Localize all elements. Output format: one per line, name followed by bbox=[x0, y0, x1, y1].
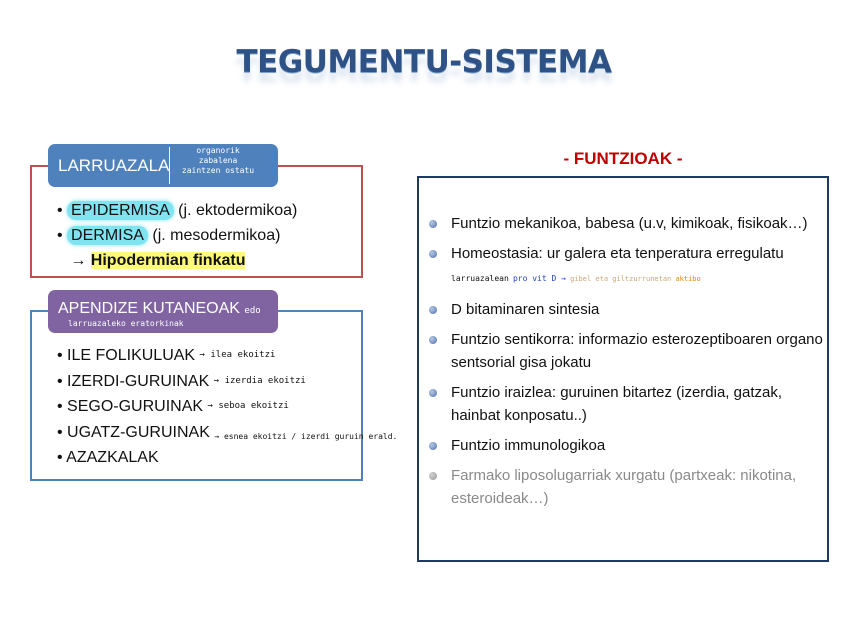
apendize-tab-label bbox=[58, 300, 261, 318]
term-detail: (j. ektodermikoa) bbox=[173, 202, 298, 219]
handwritten-note: → esnea ekoitzi / izerdi guruin erald. bbox=[214, 431, 398, 441]
bullet-icon bbox=[429, 442, 437, 450]
apendize-tab bbox=[48, 290, 278, 333]
bullet-icon bbox=[429, 336, 437, 344]
handwritten-note: → ilea ekoitzi bbox=[199, 350, 276, 360]
function-text: Funtzio sentikorra: informazio esterozeptiboaren organo sentsorial gisa jokatu bbox=[451, 331, 823, 371]
function-item bbox=[425, 434, 825, 457]
larruazala-tab bbox=[48, 144, 278, 187]
note-line: zabalena bbox=[198, 156, 238, 165]
list-sub-item bbox=[57, 248, 297, 273]
list-item: • ILE FOLIKULUAK → ilea ekoitzi bbox=[57, 347, 276, 364]
list-item: • DERMISA (j. mesodermikoa) bbox=[57, 227, 281, 244]
function-item bbox=[425, 212, 825, 235]
item-label: IZERDI-GURUINAK bbox=[67, 372, 210, 390]
function-item bbox=[425, 328, 825, 374]
tab-divider bbox=[169, 147, 170, 184]
function-item bbox=[425, 298, 825, 321]
list-item: • IZERDI-GURUINAK → izerdia ekoitzi bbox=[57, 372, 306, 390]
hipodermia-text: Hipodermian finkatu bbox=[90, 252, 246, 269]
handwritten-note: pro vit D → bbox=[512, 274, 566, 283]
bullet-icon bbox=[429, 220, 437, 228]
page-title: TEGUMENTU-SISTEMA bbox=[236, 44, 612, 80]
handwritten-note: edo bbox=[244, 306, 261, 316]
note-line: organorik bbox=[196, 146, 240, 155]
handwritten-note: → seboa ekoitzi bbox=[207, 401, 289, 411]
list-item: • SEGO-GURUINAK → seboa ekoitzi bbox=[57, 398, 289, 415]
apendize-list bbox=[57, 343, 397, 471]
handwritten-note: → izerdia ekoitzi bbox=[213, 375, 306, 386]
functions-list bbox=[425, 212, 825, 517]
bullet-icon bbox=[429, 250, 437, 258]
apendize-tab-title: APENDIZE KUTANEOAK bbox=[58, 300, 240, 317]
term-detail: (j. mesodermikoa) bbox=[147, 227, 281, 244]
bullet-icon bbox=[429, 472, 437, 480]
function-item bbox=[425, 464, 825, 510]
handwritten-note: gibel eta giltzurrunetan bbox=[570, 275, 672, 283]
function-text: Funtzio iraizlea: guruinen bitartez (izerdia, gatzak, hainbat konposatu..) bbox=[451, 384, 782, 424]
larruazala-tab-label: LARRUAZALA bbox=[58, 156, 170, 175]
handwritten-note: larruazaleko eratorkinak bbox=[68, 319, 184, 328]
list-item: • AZAZKALAK bbox=[57, 449, 159, 466]
function-text: Farmako liposolugarriak xurgatu (partxeak: nikotina, esteroideak…) bbox=[451, 467, 797, 507]
handwritten-note bbox=[174, 146, 262, 176]
function-text: Funtzio mekanikoa, babesa (u.v, kimikoak, fisikoak…) bbox=[451, 215, 808, 232]
function-text: Homeostasia: ur galera eta tenperatura erregulatu bbox=[451, 245, 784, 262]
note-line: zaintzen ostatu bbox=[181, 166, 255, 175]
functions-heading: - FUNTZIOAK - bbox=[563, 149, 683, 168]
list-item: • UGATZ-GURUINAK → esnea ekoitzi / izerdi guruin erald. bbox=[57, 423, 398, 441]
list-item: • EPIDERMISA (j. ektodermikoa) bbox=[57, 202, 298, 219]
function-text: Funtzio immunologikoa bbox=[451, 437, 606, 454]
term-dermisa: DERMISA bbox=[67, 226, 148, 245]
handwritten-note: larruazalean bbox=[451, 274, 509, 283]
handwritten-note: aktibo bbox=[675, 275, 701, 283]
function-text: D bitaminaren sintesia bbox=[451, 301, 600, 318]
bullet-icon bbox=[429, 389, 437, 397]
function-item bbox=[425, 381, 825, 427]
item-label: ILE FOLIKULUAK bbox=[67, 347, 196, 364]
function-item bbox=[425, 242, 825, 291]
arrow-icon: → bbox=[70, 252, 87, 269]
bullet-icon bbox=[429, 306, 437, 314]
item-label: SEGO-GURUINAK bbox=[67, 398, 204, 415]
item-label: AZAZKALAK bbox=[66, 449, 159, 466]
term-epidermisa: EPIDERMISA bbox=[67, 201, 174, 220]
item-label: UGATZ-GURUINAK bbox=[67, 423, 210, 441]
larruazala-list bbox=[57, 198, 297, 273]
